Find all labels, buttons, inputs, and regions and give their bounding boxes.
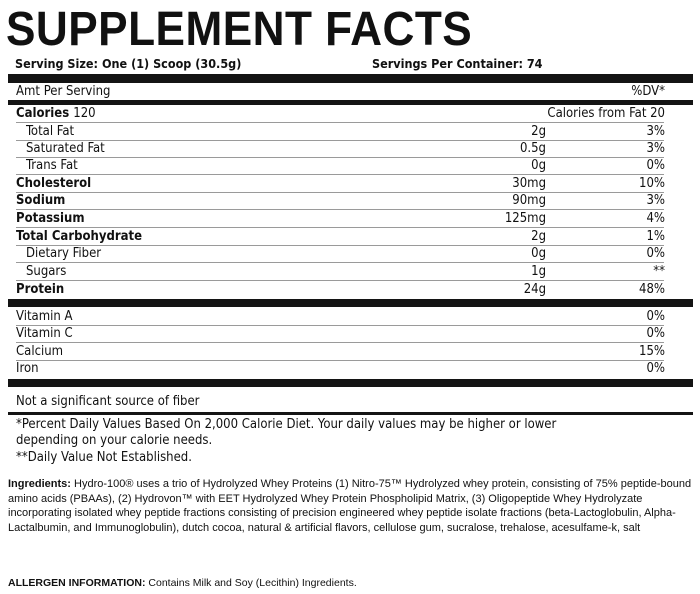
nutrient-dv: 4% xyxy=(646,211,665,226)
nutrient-label: Sugars xyxy=(26,264,67,279)
nutrient-row-total-fat xyxy=(16,123,665,140)
thick-bar-lower xyxy=(8,379,693,387)
nutrient-amount: 2g xyxy=(531,124,546,139)
vitamin-label: Iron xyxy=(16,361,39,376)
nutrient-amount: 30mg xyxy=(512,176,546,191)
nutrient-dv: 10% xyxy=(639,176,665,191)
calories-from-fat: Calories from Fat 20 xyxy=(547,106,665,121)
allergen-information xyxy=(8,577,357,589)
calories-label: Calories 120 xyxy=(16,106,96,121)
nutrient-amount: 2g xyxy=(531,229,546,244)
ingredients-label: Ingredients: xyxy=(8,478,71,490)
dv-header: %DV* xyxy=(631,84,665,99)
calories-value: 120 xyxy=(73,106,96,121)
allergen-text: Contains Milk and Soy (Lecithin) Ingredients. xyxy=(148,577,357,589)
nutrient-dv: 48% xyxy=(639,282,665,297)
nutrient-row-saturated-fat xyxy=(16,140,665,157)
vitamin-row-iron xyxy=(16,360,665,377)
nutrient-row-sodium xyxy=(16,192,665,209)
vitamin-dv: 0% xyxy=(646,309,665,324)
nutrient-dv: 3% xyxy=(646,124,665,139)
vitamin-label: Vitamin A xyxy=(16,309,73,324)
nutrient-amount: 0g xyxy=(531,158,546,173)
nutrient-label: Dietary Fiber xyxy=(26,246,102,261)
nutrient-amount: 1g xyxy=(531,264,546,279)
vitamin-row-c xyxy=(16,325,665,342)
ingredients-text: Hydro-100® uses a trio of Hydrolyzed Whey Proteins (1) Nitro-75™ Hydrolyzed whey protein, consisting of 75% peptide-bound amino acids (PBAAs), (2) Hydrovon™ with EET Hydrolyzed Whey Protein Phospholipid Matrix, (3) Oligopeptide Whey Hydrolyzate incorporating isolated whey peptide fractions consisting of precision engineered whey peptide isolate fractions (beta-Lactoglobulin, Alpha-Lactalbumin, and Immunoglobulin), dutch cocoa, natural & artificial flavors, cellulose gum, sucralose, trehalose, acesulfame-k, salt xyxy=(8,478,692,534)
amt-per-serving-label: Amt Per Serving xyxy=(16,84,111,99)
nutrient-dv: ** xyxy=(653,264,665,279)
panel-title: SUPPLEMENT FACTS xyxy=(6,3,473,56)
nutrient-row-protein xyxy=(16,281,665,298)
vitamin-dv: 0% xyxy=(646,326,665,341)
nutrient-label: Protein xyxy=(16,282,65,297)
nutrient-label: Trans Fat xyxy=(26,158,78,173)
nutrient-row-potassium xyxy=(16,210,665,227)
nutrient-label: Potassium xyxy=(16,211,85,226)
nutrient-dv: 1% xyxy=(646,229,665,244)
serving-size: Serving Size: One (1) Scoop (30.5g) xyxy=(15,56,242,71)
nutrient-label: Cholesterol xyxy=(16,176,92,191)
nutrient-label: Sodium xyxy=(16,193,66,208)
nutrient-dv: 0% xyxy=(646,158,665,173)
nutrient-row-dietary-fiber xyxy=(16,245,665,262)
nutrient-amount: 0g xyxy=(531,246,546,261)
nutrient-row-sugars xyxy=(16,263,665,280)
vitamin-label: Calcium xyxy=(16,344,64,359)
fiber-note: Not a significant source of fiber xyxy=(16,394,200,409)
nutrient-label: Total Carbohydrate xyxy=(16,229,143,244)
nutrient-amount: 0.5g xyxy=(519,141,546,156)
thick-bar-middle xyxy=(8,299,693,307)
nutrient-dv: 3% xyxy=(646,141,665,156)
vitamin-dv: 15% xyxy=(639,344,665,359)
nutrient-amount: 125mg xyxy=(504,211,546,226)
footnote-line-3: **Daily Value Not Established. xyxy=(16,450,192,465)
vitamin-dv: 0% xyxy=(646,361,665,376)
nutrient-amount: 90mg xyxy=(512,193,546,208)
calories-row xyxy=(16,105,665,122)
nutrient-row-total-carbohydrate xyxy=(16,228,665,245)
vitamin-label: Vitamin C xyxy=(16,326,73,341)
nutrient-dv: 3% xyxy=(646,193,665,208)
footnote-line-2: depending on your calorie needs. xyxy=(16,433,213,448)
nutrient-amount: 24g xyxy=(523,282,546,297)
nutrient-label: Saturated Fat xyxy=(26,141,105,156)
header-row xyxy=(16,83,665,100)
footnote-line-1: *Percent Daily Values Based On 2,000 Calorie Diet. Your daily values may be higher or lower xyxy=(16,417,557,432)
thin-bar xyxy=(8,412,693,415)
nutrient-label: Total Fat xyxy=(26,124,75,139)
ingredients xyxy=(8,477,692,535)
vitamin-row-a xyxy=(16,308,665,325)
vitamin-row-calcium xyxy=(16,343,665,360)
nutrient-row-trans-fat xyxy=(16,157,665,174)
servings-per-container: Servings Per Container: 74 xyxy=(372,56,543,71)
thick-bar-top xyxy=(8,74,693,83)
nutrient-row-cholesterol xyxy=(16,175,665,192)
allergen-label: ALLERGEN INFORMATION: xyxy=(8,577,146,589)
nutrient-dv: 0% xyxy=(646,246,665,261)
